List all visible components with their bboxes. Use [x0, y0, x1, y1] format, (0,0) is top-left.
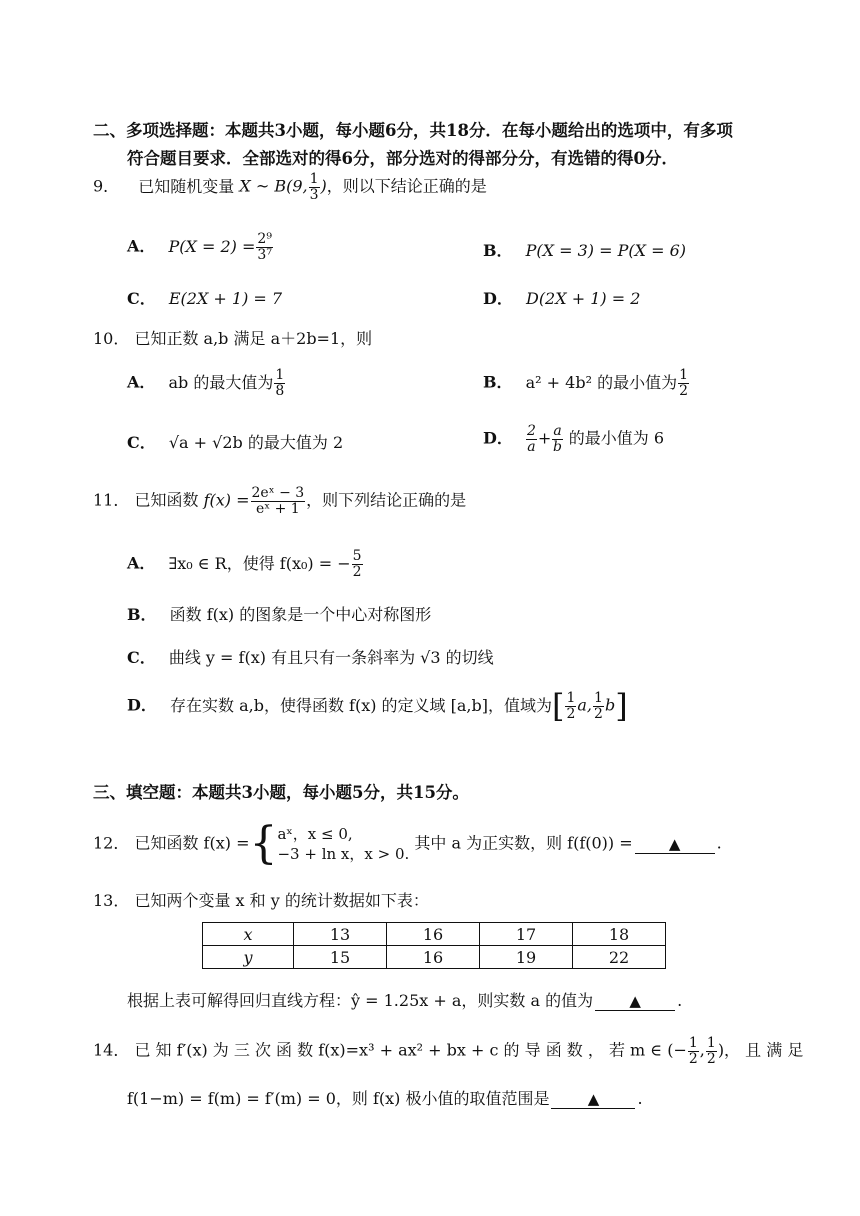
- question-number: 11．: [93, 490, 130, 510]
- answer-blank[interactable]: [551, 1089, 635, 1109]
- question-12: 12． 已知函数 f(x) ={ aˣ，x ≤ 0, −3 + ln x，x > 0. 其中 a 为正实数，则 f(f(0)) = ▲ .: [93, 818, 722, 869]
- table-row: x 13 16 17 18: [203, 923, 666, 946]
- answer-blank[interactable]: [635, 834, 715, 854]
- question-13-followup: 根据上表可解得回归直线方程：ŷ = 1.25x + a，则实数 a 的值为 ▲ .: [127, 991, 683, 1010]
- section3-title: 三、填空题：本题共3小题，每小题5分，共15分。: [93, 783, 469, 802]
- option-11b: B． 函数 f(x) 的图象是一个中心对称图形: [127, 605, 432, 624]
- data-table: [202, 922, 666, 969]
- option-9b: B． P(X = 3) = P(X = 6): [483, 241, 686, 260]
- bracket-open: [: [551, 687, 565, 725]
- section2-title-line1: 二、多项选择题：本题共3小题，每小题6分，共18分．在每小题给出的选项中，有多项: [93, 121, 733, 140]
- table-row: y 15 16 19 22: [203, 946, 666, 969]
- bracket-close: ]: [615, 687, 628, 725]
- fraction: $\frac{1}{2}$: [706, 1035, 716, 1067]
- question-9: 9． 已知随机变量 X ~ B(9, $\frac{1}{3}$ )，则以下结论正确的是: [93, 171, 487, 203]
- fraction: $\frac{\text{2eˣ − 3}}{\text{eˣ + 1}}$: [251, 485, 305, 517]
- fraction: $\frac{1}{8}$: [275, 367, 285, 399]
- option-10d: D． $\frac{2}{a}$ + $\frac{a}{b}$ 的最小值为 6: [483, 423, 665, 455]
- triangle-icon: ▲: [668, 834, 681, 853]
- fraction: $\frac{5}{2}$: [352, 548, 362, 580]
- question-number: 12．: [93, 833, 130, 853]
- fraction: $\frac{1}{2}$: [566, 689, 576, 722]
- fraction: $\frac{1}{3}$: [309, 171, 319, 203]
- fraction: $\frac{1}{2}$: [688, 1035, 698, 1067]
- fraction: $\frac{1}{2}$: [594, 689, 603, 722]
- question-number: 9．: [93, 176, 120, 196]
- fraction: $\frac{\text{2⁹}}{\text{3⁷}}$: [257, 231, 272, 263]
- fraction: $\frac{a}{b}$: [553, 423, 562, 455]
- question-number: 13．: [93, 891, 130, 910]
- option-10a: A． ab 的最大值为 $\frac{1}{8}$: [127, 367, 285, 399]
- fraction: $\frac{1}{2}$: [679, 367, 689, 399]
- answer-blank[interactable]: [595, 991, 675, 1011]
- question-number: 14．: [93, 1040, 130, 1060]
- question-number: 10．: [93, 329, 130, 348]
- brace-icon: {: [249, 818, 278, 869]
- fraction: $\frac{2}{a}$: [526, 423, 536, 455]
- triangle-icon: ▲: [629, 992, 641, 1010]
- question-14: 14． 已 知 f′(x) 为 三 次 函 数 f(x)=x³ + ax² + bx + c 的 导 函 数 ， 若 m ∈ (− $\frac{1}{2}$ , $\frac{1}{2}$ )， 且 满 足: [93, 1035, 804, 1067]
- piecewise-cases: aˣ，x ≤ 0, −3 + ln x，x > 0.: [277, 824, 410, 863]
- option-10c: C． √a + √2b 的最大值为 2: [127, 433, 344, 452]
- option-9a: A． P(X = 2) = $\frac{\text{2⁹}}{\text{3⁷}}$: [127, 231, 272, 263]
- option-11d: D． 存在实数 a,b，使得函数 f(x) 的定义域 [a,b]，值域为[ $\frac{1}{2}$ a, $\frac{1}{2}$ b]: [127, 687, 628, 725]
- option-10b: B． a² + 4b² 的最小值为 $\frac{1}{2}$: [483, 367, 689, 399]
- option-11c: C． 曲线 y = f(x) 有且只有一条斜率为 √3 的切线: [127, 648, 494, 667]
- section2-title-line2: 符合题目要求．全部选对的得6分，部分选对的得部分分，有选错的得0分．: [127, 149, 678, 168]
- question-13: 13． 已知两个变量 x 和 y 的统计数据如下表：: [93, 891, 429, 910]
- triangle-icon: ▲: [587, 1090, 600, 1108]
- option-9d: D． D(2X + 1) = 2: [483, 289, 641, 308]
- option-9c: C． E(2X + 1) = 7: [127, 289, 283, 308]
- option-11a: A． ∃x₀ ∈ R，使得 f(x₀) = − $\frac{5}{2}$: [127, 548, 362, 580]
- question-10: 10． 已知正数 a,b 满足 a＋2b=1，则: [93, 329, 373, 348]
- question-11: 11． 已知函数 f(x) = $\frac{\text{2eˣ − 3}}{\text{eˣ + 1}}$ ，则下列结论正确的是: [93, 485, 467, 517]
- question-14-line2: f(1−m) = f(m) = f′(m) = 0，则 f(x) 极小值的取值范围是 ▲ .: [127, 1089, 643, 1108]
